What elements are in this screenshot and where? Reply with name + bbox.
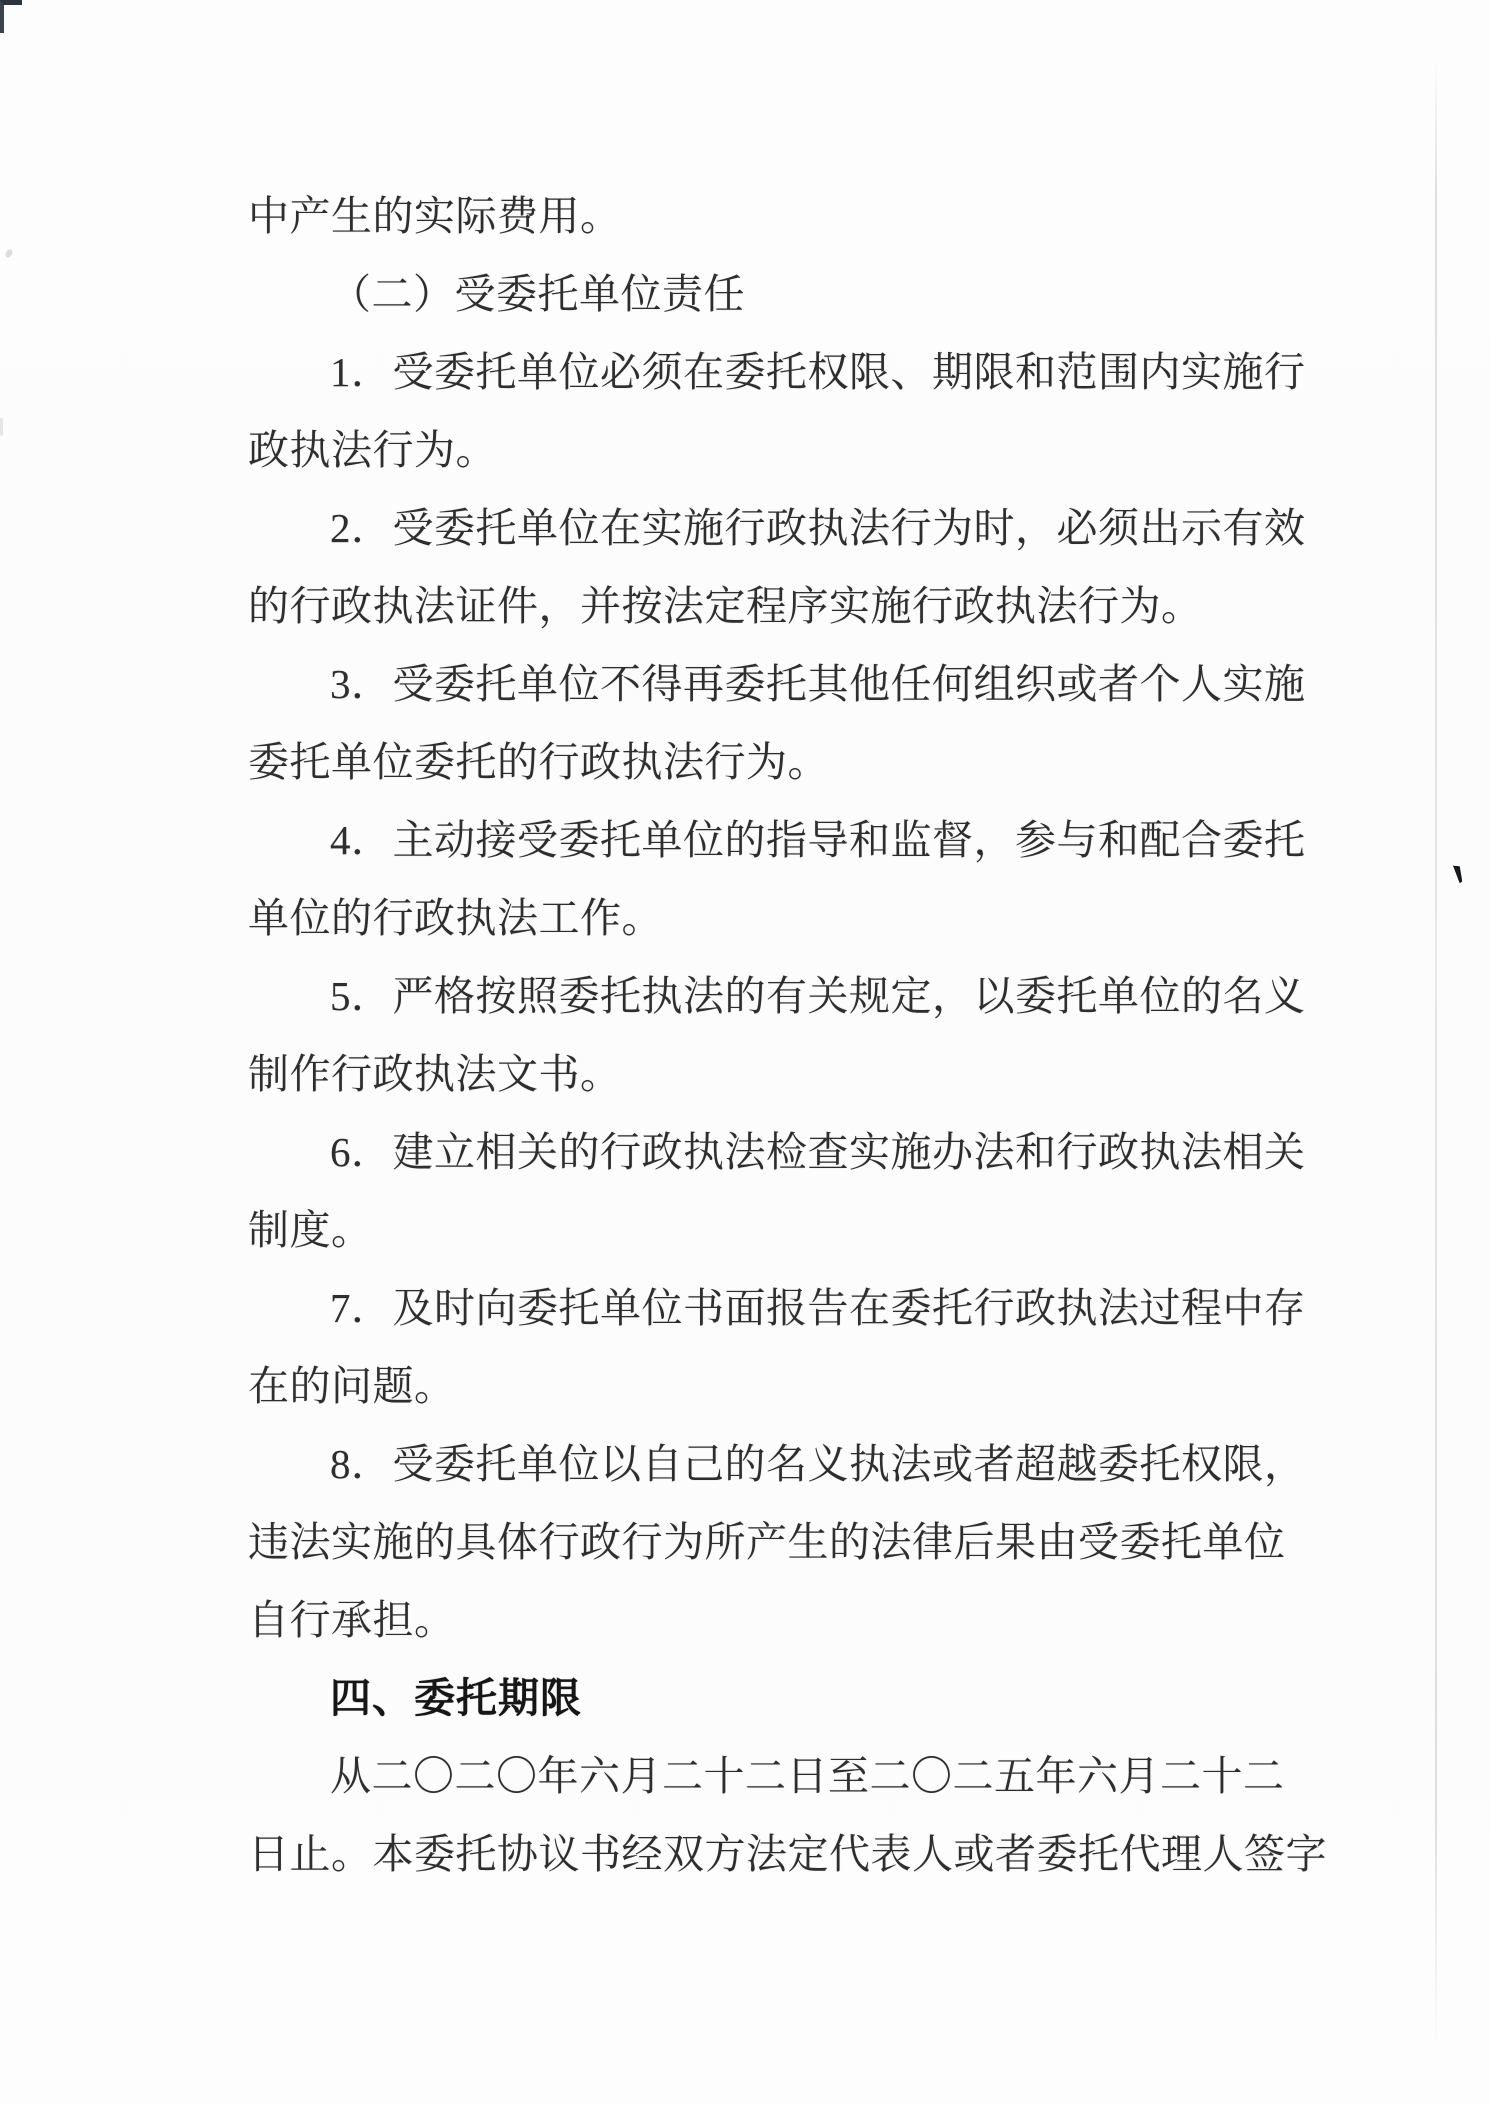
paragraph-line: 从二〇二〇年六月二十二日至二〇二五年六月二十二 (330, 1753, 1285, 1799)
list-item-6-line: 制度。 (248, 1207, 373, 1253)
paragraph-line: 中产生的实际费用。 (248, 193, 622, 239)
list-item-7-line: 在的问题。 (248, 1363, 456, 1409)
list-item-2-line: 的行政执法证件，并按法定程序实施行政执法行为。 (248, 583, 1203, 629)
paragraph-line: 日止。本委托协议书经双方法定代表人或者委托代理人签字 (248, 1831, 1327, 1877)
list-item-2-line: 2．受委托单位在实施行政执法行为时，必须出示有效 (330, 505, 1306, 551)
ink-tick-mark (1451, 865, 1464, 883)
ink-speck (0, 418, 3, 436)
list-item-7-line: 7．及时向委托单位书面报告在委托行政执法过程中存 (330, 1285, 1306, 1331)
list-item-6-line: 6．建立相关的行政执法检查实施办法和行政执法相关 (330, 1129, 1306, 1175)
scan-artifact-line (1435, 60, 1437, 2050)
list-item-4-line: 单位的行政执法工作。 (248, 895, 663, 941)
list-item-8-line: 违法实施的具体行政行为所产生的法律后果由受委托单位 (248, 1519, 1286, 1565)
list-item-4-line: 4．主动接受委托单位的指导和监督，参与和配合委托 (330, 817, 1306, 863)
list-item-3-line: 委托单位委托的行政执法行为。 (248, 739, 829, 785)
ink-speck (4, 248, 14, 259)
list-item-3-line: 3．受委托单位不得再委托其他任何组织或者个人实施 (330, 661, 1306, 707)
list-item-1-line: 1．受委托单位必须在委托权限、期限和范围内实施行 (330, 349, 1306, 395)
document-text-block (248, 177, 1368, 1893)
scan-corner-mark (0, 0, 22, 33)
list-item-5-line: 5．严格按照委托执法的有关规定，以委托单位的名义 (330, 973, 1306, 1019)
list-item-8-line: 8．受委托单位以自己的名义执法或者超越委托权限， (330, 1441, 1306, 1487)
list-item-5-line: 制作行政执法文书。 (248, 1051, 622, 1097)
list-item-1-line: 政执法行为。 (248, 427, 497, 473)
list-item-8-line: 自行承担。 (248, 1597, 456, 1643)
subsection-heading: （二）受委托单位责任 (330, 271, 745, 317)
section-heading: 四、委托期限 (330, 1675, 582, 1721)
